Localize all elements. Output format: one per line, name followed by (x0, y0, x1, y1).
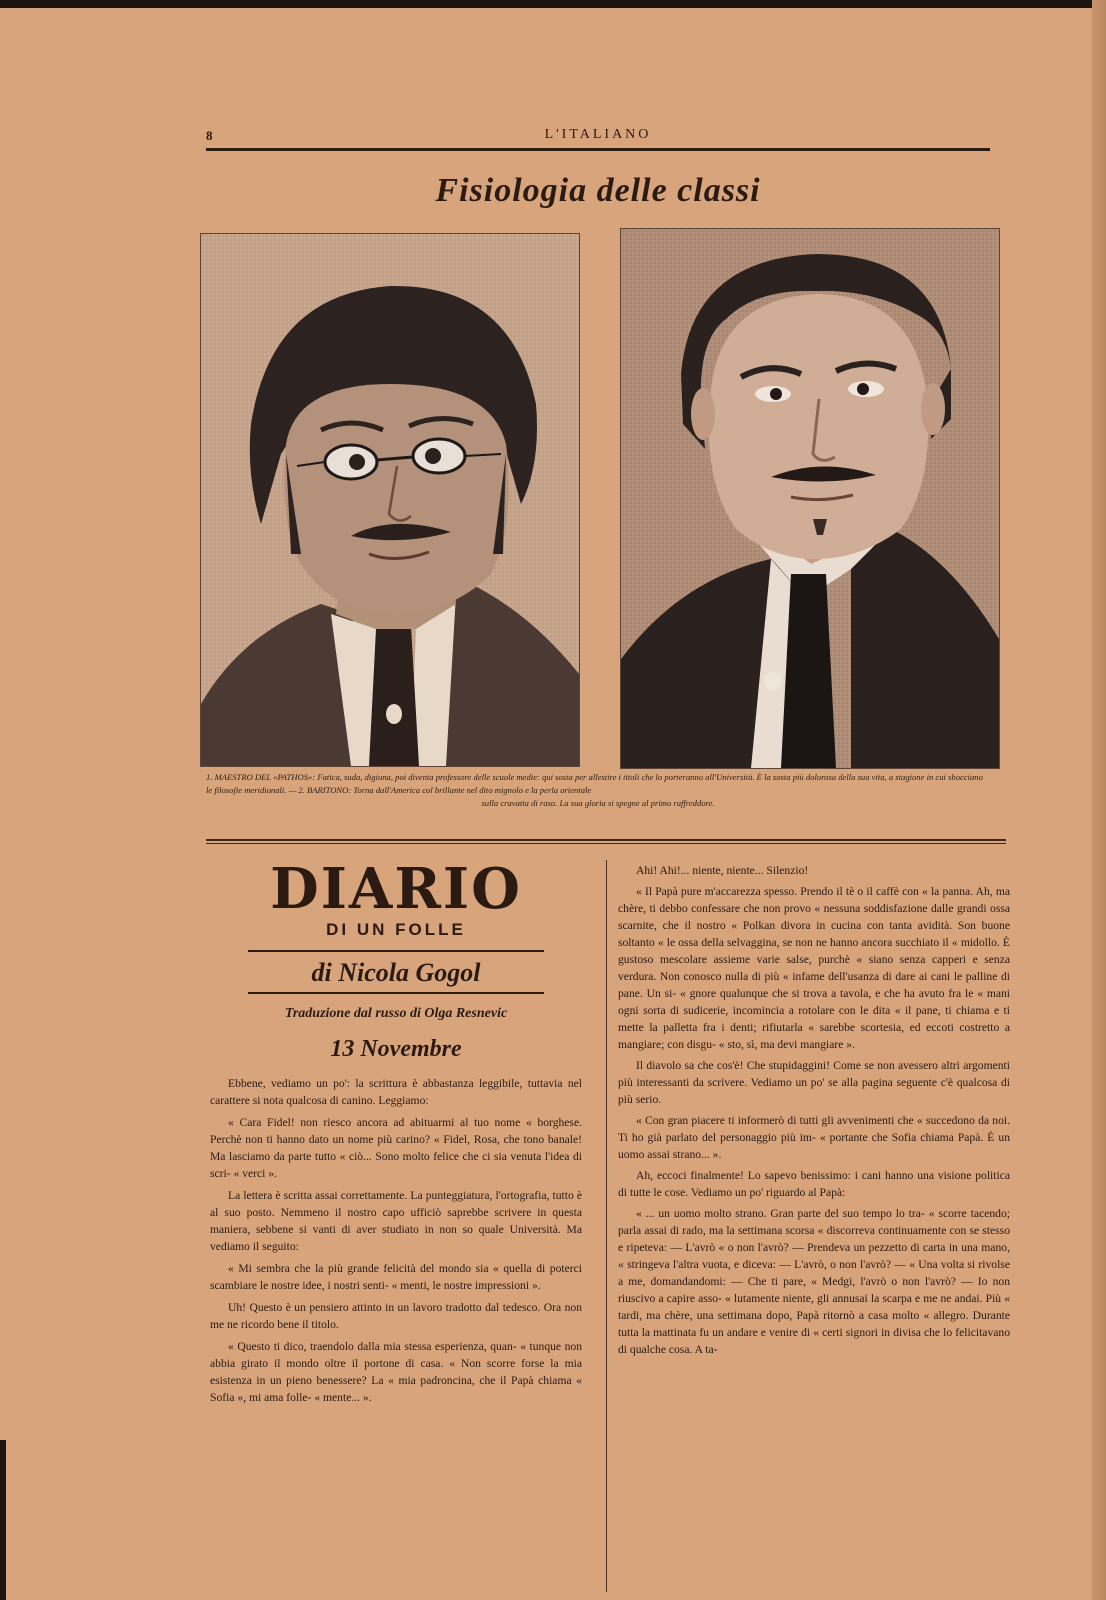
paragraph: « Cara Fidel! non riesco ancora ad abituarmi al tuo nome « borghese. Perchè non ti hanno dato un nome più carino? « Fidel, Rosa, che tono banale! Ma lasciamo da parte tutto « ciò... Sono molto felice che ci sia venuta l'idea di scri- « verci ». (210, 1116, 582, 1180)
diary-date: 13 Novembre (330, 1036, 462, 1062)
paragraph: Ebbene, vediamo un po': la scrittura è abbastanza leggibile, tuttavia nel carattere si nota qualcosa di canino. Leggiamo: (210, 1077, 582, 1107)
paragraph: Uh! Questo è un pensiero attinto in un lavoro tradotto dal tedesco. Ora non me ne ricordo bene il titolo. (210, 1301, 582, 1331)
article-author: di Nicola Gogol (311, 958, 481, 987)
paragraph: « ... un uomo molto strano. Gran parte del suo tempo lo tra- « scorre tacendo; parla assai di rado, ma la settimana scorsa « discorreva continuamente con se stesso e ripeteva: — L'avrò « o non l'avrò? — Prendeva un pezzetto di carta in una mano, « stringeva l'altra vuota, e diceva: — L'avrò, o non l'avrò? — « Una volta si rivolse a me, domandandomi: — Che ti pare, « Medgi, l'avrò o non l'avrò? — Io non riuscivo a capire asso- « lutamente niente, gli annusai la scarpa e me ne andai. Più « tardi, ma chère, una settimana dopo, Papà ritornò a casa molto « allegro. Durante tutta la mattinata fu un andare e venire di « certi signori in divisa che lo felicitavano di qualche cosa. A ta- (618, 1207, 1010, 1356)
paragraph: Il diavolo sa che cos'è! Che stupidaggini! Come se non avessero altri argomenti più interessanti da scrivere. Vediamo un po' se alla pagina seguente c'è qualcosa di più serio. (618, 1059, 1010, 1106)
paragraph: Ah, eccoci finalmente! Lo sapevo benissimo: i cani hanno una visione politica di tutte le cose. Vediamo un po' riguardo al Papà: (618, 1169, 1010, 1199)
caption-line-3: sulla cravatta di raso. La sua gloria si spegne al primo raffreddore. (481, 798, 715, 808)
paragraph: « Con gran piacere ti informerò di tutti gli avvenimenti che « succedono da noi. Ti ho già parlato del personaggio più im- « portante che Sofia chiama Papà. È un uomo assai strano... ». (618, 1114, 1010, 1161)
left-body-text (210, 1075, 582, 1406)
right-body-text (618, 862, 1010, 1358)
section-divider (206, 839, 1006, 841)
portrait-baritono-illustration (621, 229, 999, 768)
scan-right-edge (1092, 0, 1106, 1600)
page-title: Fisiologia delle classi (435, 172, 761, 209)
journal-title: L'ITALIANO (544, 127, 652, 142)
portrait-maestro-del-pathos (200, 233, 580, 767)
scan-left-edge (0, 1440, 6, 1600)
header-rule (206, 148, 990, 151)
paragraph: « Questo ti dico, traendolo dalla mia stessa esperienza, quan- « tunque non abbia girato il mondo oltre il portone di casa. « Non scorre forse la mia esistenza in un pieno benessere? La « mia padroncina, che il Papà chiama « Sofia », mi ama folle- « mente... ». (210, 1340, 582, 1404)
photo-caption (206, 771, 990, 810)
section-divider-thin (206, 843, 1006, 844)
caption-line-1: 1. MAESTRO DEL «PATHOS»: Fatica, suda, digiuna, poi diventa professore delle scuole medie: qui sosta per allestire i titoli che lo porteranno all'Università. È la sosta (206, 772, 791, 782)
paragraph: La lettera è scritta assai correttamente. La punteggiatura, l'ortografia, tutto è al suo posto. Nemmeno il nostro capo ufficiò saprebbe scrivere in questa maniera, sebbene si vanti di aver studiato in non so quale Università. Ma vediamo il seguito: (210, 1189, 582, 1253)
article-left-column (210, 856, 582, 1406)
author-rule (248, 992, 544, 994)
scan-top-border (0, 0, 1106, 8)
article-translation-credit: Traduzione dal russo di Olga Resnevic (284, 1006, 508, 1021)
paragraph: « Mi sembra che la più grande felicità del mondo sia « quella di poterci scambiare le nostre idee, i nostri senti- « menti, le nostre impressioni ». (210, 1262, 582, 1292)
paragraph: Ahi! Ahi!... niente, niente... Silenzio! (636, 864, 809, 877)
portrait-baritono (620, 228, 1000, 769)
article-right-column (618, 862, 1010, 1358)
page-number: 8 (206, 128, 213, 143)
portrait-maestro-illustration (201, 234, 579, 766)
title-rule (248, 950, 544, 952)
column-divider (606, 860, 607, 1592)
article-subtitle: DI UN FOLLE (326, 920, 466, 939)
paragraph: « Il Papà pure m'accarezza spesso. Prendo il tè o il caffè con « la panna. Ah, ma chère, ti debbo confessare che non provo « nessuna soddisfazione dalle grandi ossa scarnite, che il nostro « Polkan divora in cucina con tanta avidità. Son buone soltanto « le ossa della selvaggina, se non ne hanno ancora succhiato il « midollo. È gustoso mescolare assieme varie salse, purchè « siano senza capperi e senza verdura. Non conosco nulla di più « infame dell'usanza di dare ai cani le palline di pane. Un si- « gnore qualunque che si trova a tavola, e che ha avuto fra le « mani ogni sorta di sudicerie, incomincia a rotolare con le dita « il pane, ti chiama e ti mette la palletta fra i denti; rifiutarla « sarebbe scortesia, ed eccoti costretto a mangiare; con disgu- « sto, sì, ma devi mangiare ». (618, 885, 1010, 1051)
caption-line-2: più dolorosa della sua vita, a stagione in cui sbocciano le filosofie meridionali. — 2. BARITONO: Torna dall'America col brillante nel dito mignolo e la perla orientale (206, 772, 983, 795)
article-title: DIARIO (270, 856, 522, 922)
